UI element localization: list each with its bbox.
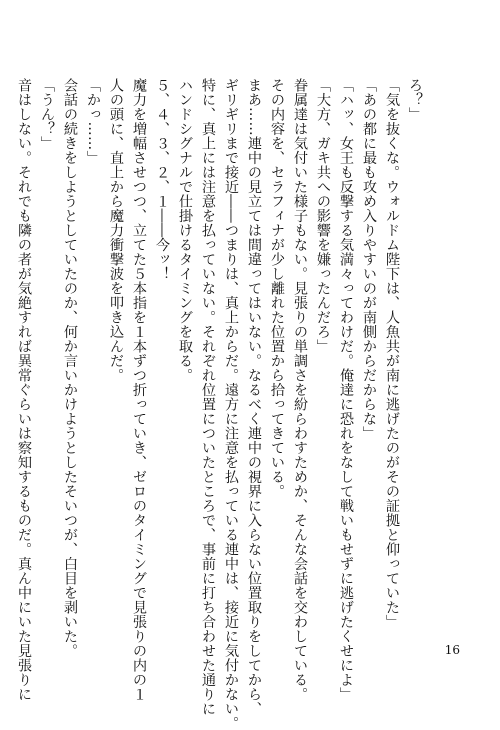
text-line-15: 「かっ……」	[85, 78, 101, 165]
text-line-8: まあ……連中の見立ては間違ってはいない。なるべく連中の視界に入らない位置取りをしてから、	[246, 78, 262, 716]
page-number: 16	[444, 643, 460, 657]
text-line-13: 魔力を増幅させつつ、立てた５本指を１本ずつ折っていき、ゼロのタイミングで見張りの内の１	[131, 78, 147, 702]
text-line-16: 会話の続きをしようとしていたのか、何か言いかけようとしたそいつが、白目を剥いた。	[62, 78, 78, 658]
text-line-17: 「うん？」	[39, 78, 55, 151]
text-line-3: 「あの都に最も攻め入りやすいのが南側からだからな」	[361, 78, 377, 441]
text-line-11: ハンドシグナルで仕掛けるタイミングを取る。	[177, 78, 193, 383]
vertical-text-body	[12, 78, 426, 730]
text-line-9: ギリギリまで接近――つまりは、真上からだ。遠方に注意を払っている連中は、接近に気付かない。	[223, 78, 239, 730]
text-line-12: ５、４、３、２、１――今ッ！	[154, 78, 170, 281]
text-line-4: 「ハッ、女王も反撃する気満々ってわけだ。俺達に恐れをなして戦いもせずに逃げたくせによ」	[338, 78, 354, 702]
text-line-2: 「気を抜くな。ウォルドム陛下は、人魚共が南に逃げたのがその証拠と仰っていた」	[384, 78, 400, 629]
text-line-18: 音はしない。それでも隣の者が気絶すれば異常ぐらいは察知するものだ。真ん中にいた見張りに	[16, 78, 32, 702]
text-line-10: 特に、真上には注意を払っていない。それぞれ位置についたところで、事前に打ち合わせた通りに	[200, 78, 216, 716]
text-line-5: 「大方、ガキ共への影響を嫌ったんだろ」	[315, 78, 331, 354]
text-line-1: ろ？」	[407, 78, 423, 122]
text-line-6: 眷属達は気付いた様子もない。見張りの単調さを紛らわすためか、そんな会話を交わしている。	[292, 78, 308, 702]
text-line-14: 人の頭に、直上から魔力衝撃波を叩き込んだ。	[108, 78, 124, 383]
text-line-7: その内容を、セラフィナが少し離れた位置から拾ってきている。	[269, 78, 285, 499]
